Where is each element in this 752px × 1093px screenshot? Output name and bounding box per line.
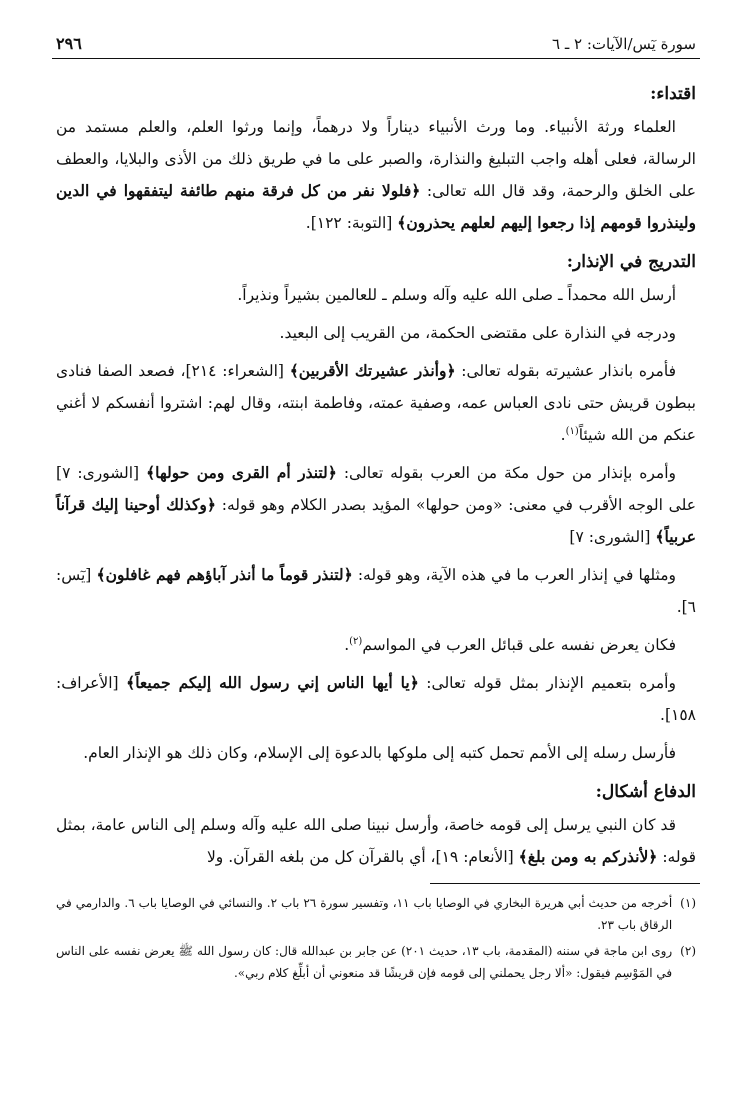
- footnote-ref[interactable]: (١): [565, 425, 579, 437]
- paragraph: [56, 629, 696, 661]
- text-run: .: [560, 426, 566, 444]
- text-run: العلماء ورثة الأنبياء. وما ورث الأنبياء ديناراً ولا درهماً، وإنما ورثوا العلم، والعلم مستمد من الرسالة، فعلى أهله واجب التبليغ والنذارة، والصبر على ما في طريق ذلك من الأذى والبلايا، والعطف على الخلق والرحمة، وقد قال الله تعالى:: [56, 118, 697, 200]
- paragraph: [56, 279, 696, 311]
- text-run: [الأعراف: ١٥٨].: [56, 674, 696, 724]
- footnote: [56, 892, 696, 936]
- running-header: [52, 34, 700, 59]
- page-number: ٢٩٦: [56, 34, 82, 53]
- quran-quote: ﴿يا أيها الناس إني رسول الله إليكم جميعاً﴾: [126, 673, 419, 692]
- paragraph: [56, 559, 696, 623]
- paragraph: [56, 737, 696, 769]
- paragraph: [56, 809, 696, 873]
- text-run: [الشورى: ٧]: [569, 528, 656, 546]
- main-text: [52, 59, 700, 873]
- text-run: فأرسل رسله إلى الأمم تحمل كتبه إلى ملوكها بالدعوة إلى الإسلام، وكان ذلك هو الإنذار العام.: [83, 744, 676, 762]
- footnote-separator: [430, 883, 700, 884]
- quran-quote: ﴿لتنذر أم القرى ومن حولها﴾: [146, 463, 337, 482]
- quran-quote: ﴿لأنذركم به ومن بلغ﴾: [518, 847, 658, 866]
- section-heading: اقتداء:: [650, 84, 696, 104]
- text-run: [الشورى: ٧] على الوجه الأقرب في معنى: «ومن حولها» المؤيد بصدر الكلام وهو قوله:: [56, 464, 696, 514]
- paragraph: [56, 355, 696, 451]
- quran-quote: ﴿وأنذر عشيرتك الأقربين﴾: [289, 361, 456, 380]
- text-run: ومثلها في إنذار العرب ما في هذه الآية، وهو قوله:: [352, 566, 676, 584]
- text-run: فأمره بانذار عشيرته بقوله تعالى:: [455, 362, 676, 380]
- footnote-text: روى ابن ماجة في سننه (المقدمة، باب ١٣، حديث ٢٠١) عن جابر بن عبدالله قال: كان رسول الله ﷺ يعرض نفسه على الناس في المَوْسِم فيقول: «ألا رجل يحملني إلى قومه فإن قريشًا قد منعوني أن أبلِّغ كلام ربي».: [56, 944, 673, 980]
- footnote-number: (٢): [680, 944, 696, 958]
- footnote: [56, 940, 696, 984]
- text-run: [التوبة: ١٢٢].: [305, 214, 398, 232]
- quran-quote: ﴿وكذلك أوحينا إليك قرآناً عربياً﴾: [56, 495, 696, 546]
- section-heading: التدريج في الإنذار:: [566, 252, 696, 272]
- footnotes: [52, 892, 700, 984]
- running-title: سورة يٓس/الآيات: ٢ ـ ٦: [551, 35, 696, 53]
- text-run: ودرجه في النذارة على مقتضى الحكمة، من القريب إلى البعيد.: [279, 324, 676, 342]
- text-run: [الشعراء: ٢١٤]، فصعد الصفا فنادى ببطون قريش حتى نادى العباس عمه، وصفية عمته، وفاطمة ابنته، وقال لهم: اشتروا أنفسكم لا أغني عنكم من الله شيئاً: [56, 362, 696, 444]
- text-run: [يٓس: ٦].: [56, 566, 696, 616]
- text-run: أرسل الله محمداً ـ صلى الله عليه وآله وسلم ـ للعالمين بشيراً ونذيراً.: [237, 286, 676, 304]
- text-run: فكان يعرض نفسه على قبائل العرب في المواسم: [362, 636, 676, 654]
- paragraph: [56, 667, 696, 731]
- footnote-ref[interactable]: (٢): [349, 635, 363, 647]
- footnote-text: أخرجه من حديث أبي هريرة البخاري في الوصايا باب ١١، وتفسير سورة ٢٦ باب ٢. والنسائي في الوصايا باب ٦. والدارمي في الرقاق باب ٢٣.: [56, 896, 673, 932]
- text-run: قد كان النبي يرسل إلى قومه خاصة، وأرسل نبينا صلى الله عليه وآله وسلم إلى الناس عامة، بمثل قوله:: [56, 816, 696, 866]
- paragraph: [56, 457, 696, 553]
- section-heading: الدفاع أشكال:: [595, 782, 696, 802]
- paragraph: [56, 111, 696, 239]
- text-run: .: [344, 636, 350, 654]
- text-run: وأمره بتعميم الإنذار بمثل قوله تعالى:: [418, 674, 676, 692]
- text-run: وأمره بإنذار من حول مكة من العرب بقوله تعالى:: [336, 464, 677, 482]
- paragraph: [56, 317, 696, 349]
- footnote-number: (١): [680, 896, 696, 910]
- quran-quote: ﴿فلولا نفر من كل فرقة منهم طائفة ليتفقهوا في الدين ولينذروا قومهم إذا رجعوا إليهم لعلهم يحذرون﴾: [56, 181, 696, 232]
- text-run: [الأنعام: ١٩]، أي بالقرآن كل من بلغه القرآن. ولا: [206, 848, 519, 866]
- quran-quote: ﴿لتنذر قوماً ما أنذر آباؤهم فهم غافلون﴾: [96, 565, 353, 584]
